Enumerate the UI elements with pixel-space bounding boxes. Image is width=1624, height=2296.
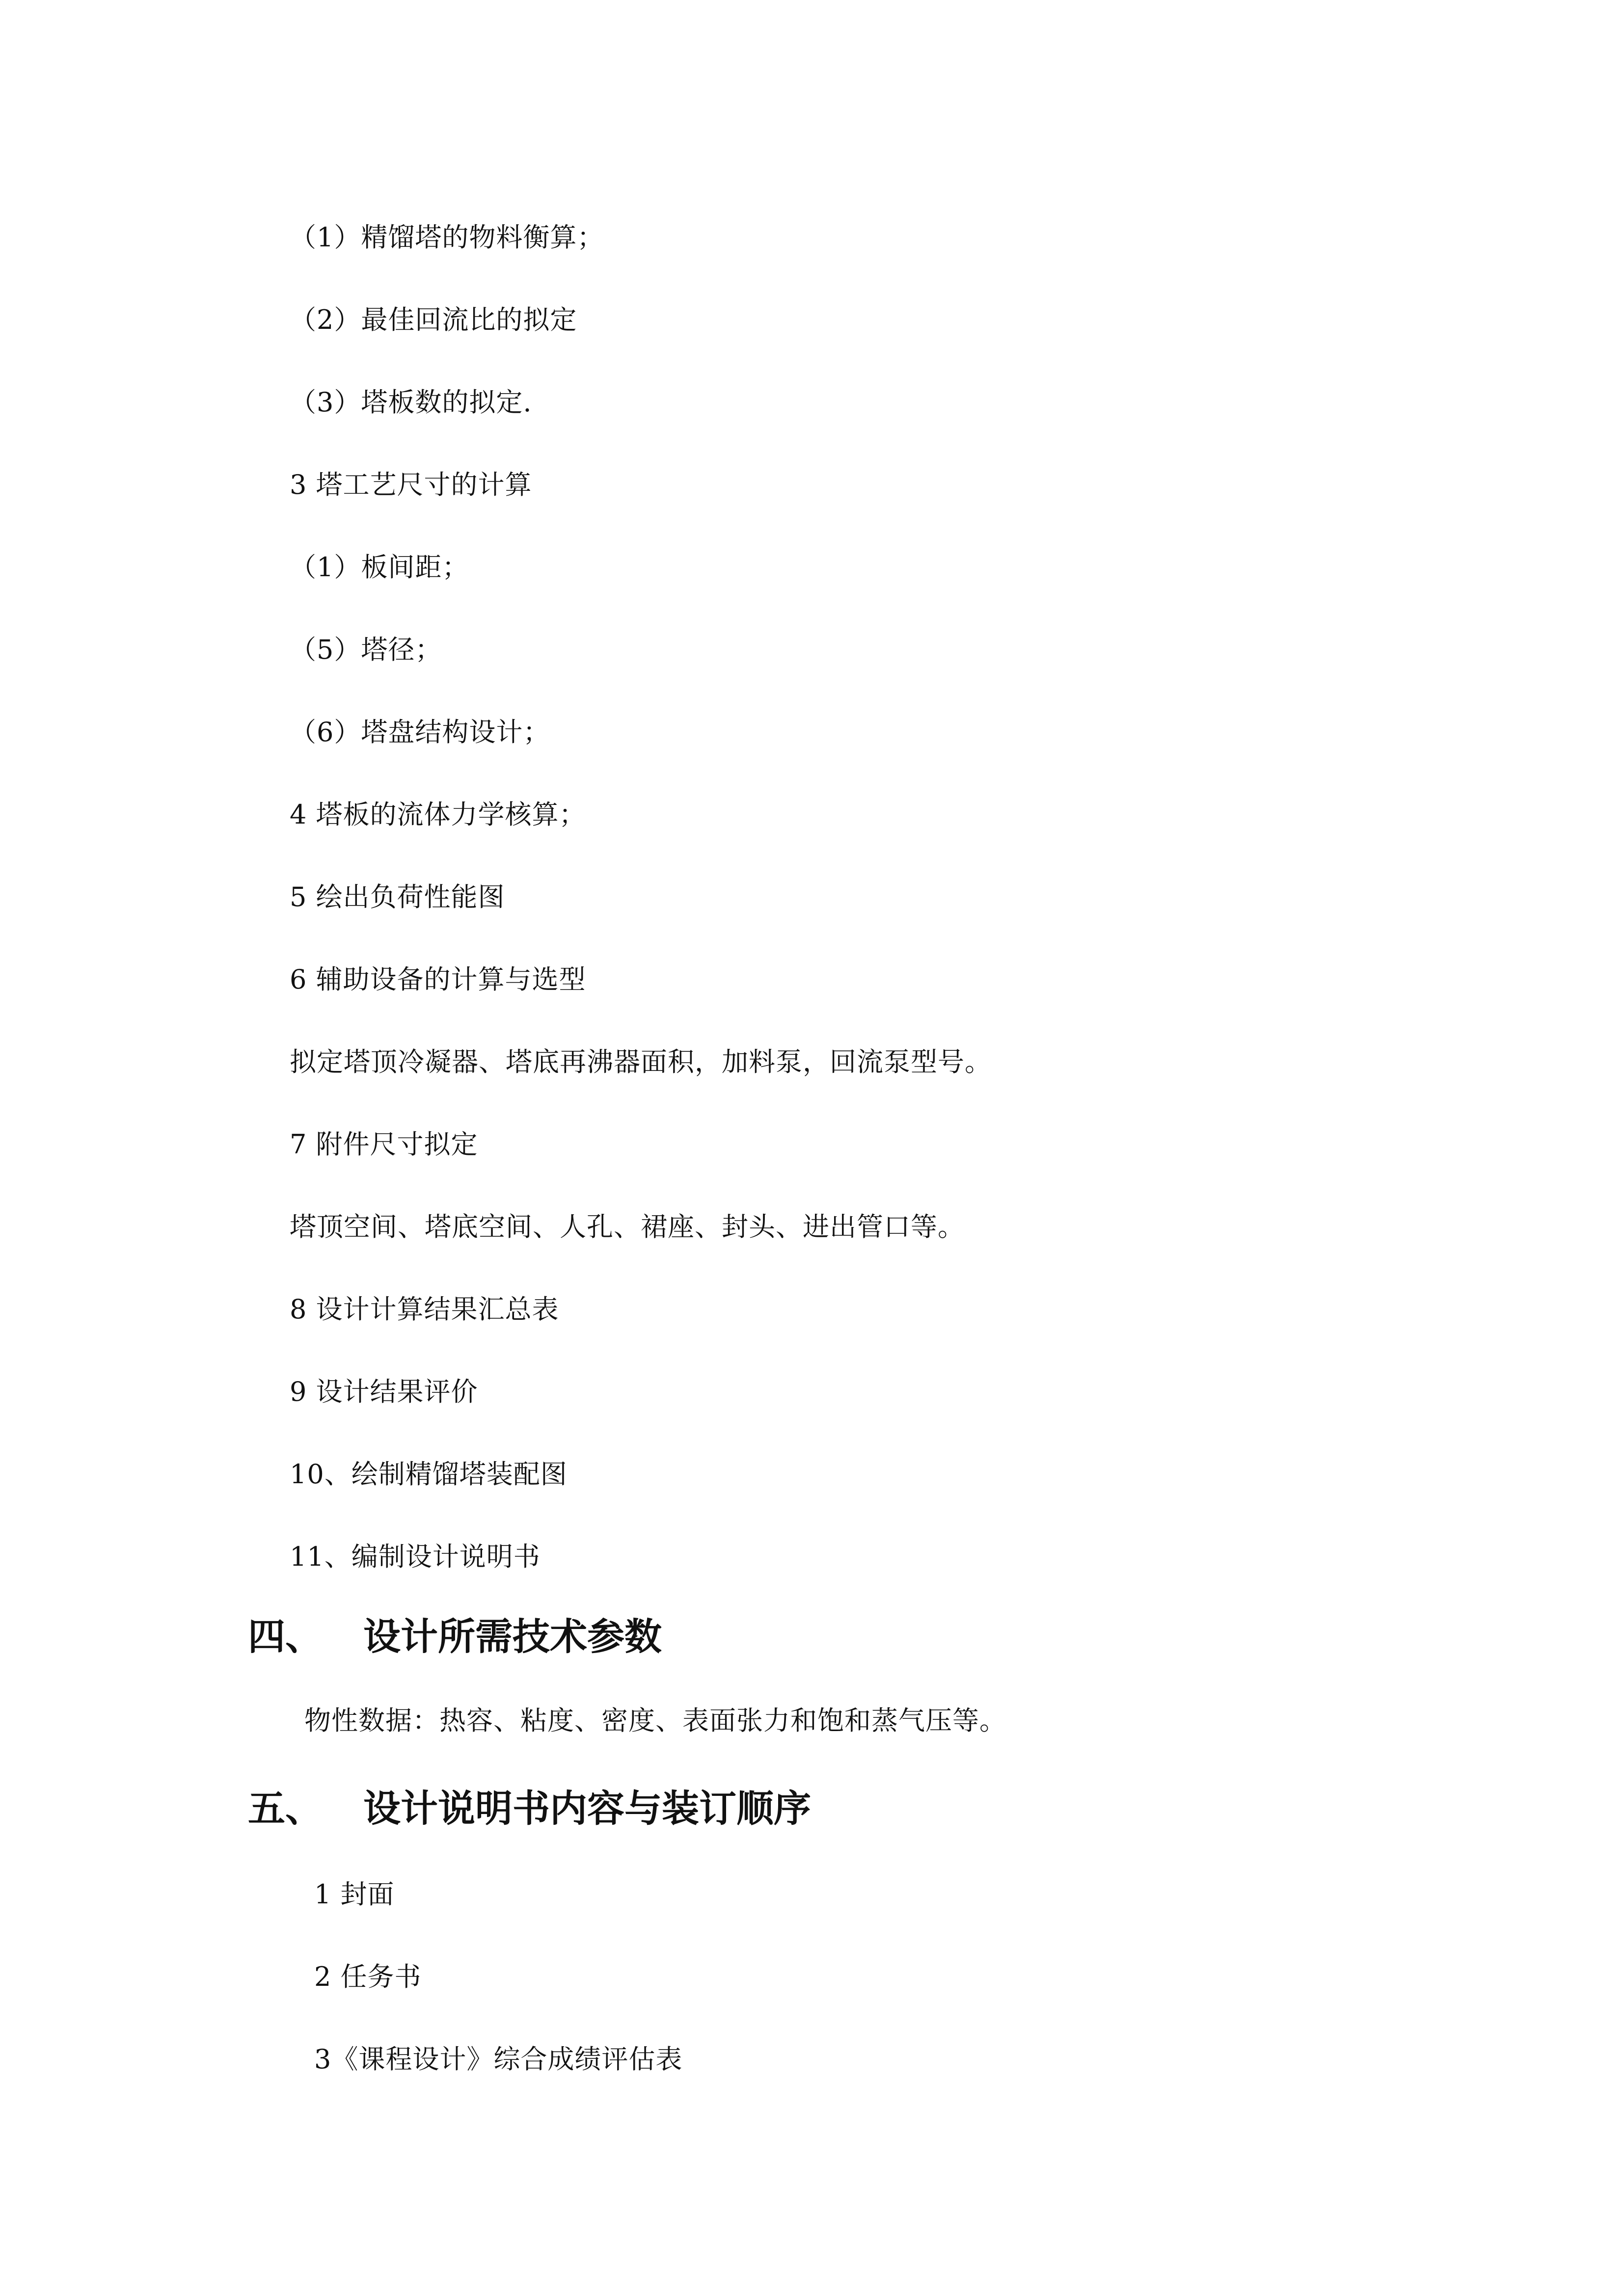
section-title: 设计说明书内容与装订顺序 xyxy=(363,1787,811,1830)
section-heading-5 xyxy=(248,1787,811,1831)
list-item: （2）最佳回流比的拟定 xyxy=(290,304,577,335)
paragraph: 物性数据：热容、粘度、密度、表面张力和饱和蒸气压等。 xyxy=(304,1705,1006,1736)
list-item: 2 任务书 xyxy=(314,1961,422,1992)
list-item: 10、绘制精馏塔装配图 xyxy=(290,1459,568,1490)
list-item: 6 辅助设备的计算与选型 xyxy=(290,964,586,995)
list-item: 11、编制设计说明书 xyxy=(290,1541,541,1572)
list-item: （3）塔板数的拟定. xyxy=(290,387,532,418)
list-item: 8 设计计算结果汇总表 xyxy=(290,1294,559,1325)
list-item: 9 设计结果评价 xyxy=(290,1376,478,1407)
list-item: 1 封面 xyxy=(314,1879,395,1910)
list-item: 7 附件尺寸拟定 xyxy=(290,1129,478,1160)
list-item: 塔顶空间、塔底空间、人孔、裙座、封头、进出管口等。 xyxy=(290,1211,965,1242)
section-number: 五、 xyxy=(248,1787,323,1830)
list-item: 5 绘出负荷性能图 xyxy=(290,881,505,912)
section-number: 四、 xyxy=(248,1615,323,1658)
list-item: （1）精馏塔的物料衡算； xyxy=(290,222,604,253)
list-item: 3《课程设计》综合成绩评估表 xyxy=(314,2044,683,2075)
list-item: （1）板间距； xyxy=(290,552,469,583)
section-title: 设计所需技术参数 xyxy=(363,1615,662,1658)
section-heading-4 xyxy=(248,1615,662,1659)
list-item: 4 塔板的流体力学核算； xyxy=(290,799,586,830)
list-item: 3 塔工艺尺寸的计算 xyxy=(290,469,532,500)
list-item: （5）塔径； xyxy=(290,634,442,665)
list-item: 拟定塔顶冷凝器、塔底再沸器面积，加料泵，回流泵型号。 xyxy=(290,1046,992,1077)
list-item: （6）塔盘结构设计； xyxy=(290,717,550,748)
